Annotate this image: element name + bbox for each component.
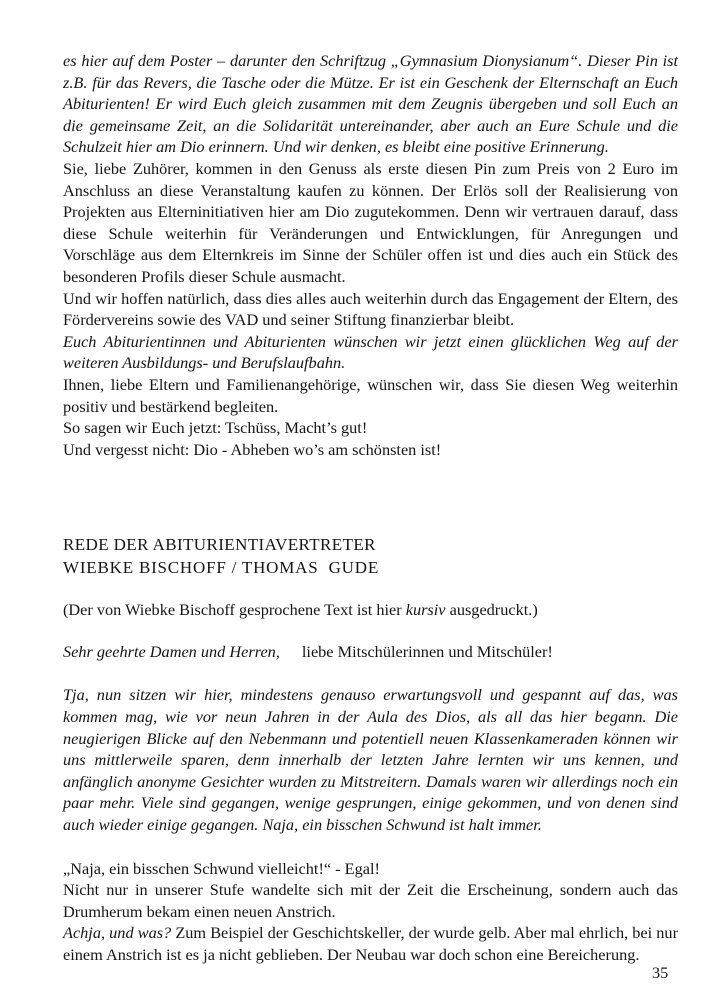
intro-paragraph-5: Ihnen, liebe Eltern und Familienangehörige, wünschen wir, dass Sie diesen Weg weiterhin positiv und bestärkend begleiten. [63,374,678,416]
speaker-note-before: (Der von Wiebke Bischoff gesprochene Text ist hier [63,600,406,620]
intro-paragraph-1: es hier auf dem Poster – darunter den Schriftzug „Gymnasium Dionysianum“. Dieser Pin ist z.B. für das Revers, die Tasche oder die Mütze. Er ist ein Geschenk der Elternschaft an Euch Abiturienten! Er wird Euch gleich zusammen mit dem Zeugnis übergeben und soll Euch an die gemeinsame Zeit, an die Solidarität untereinander, aber auch an Eure Schule und die Schulzeit hier am Dio erinnern. Und wir denken, es bleibt eine positive Erinnerung. [63,51,678,157]
intro-paragraph-2: Sie, liebe Zuhörer, kommen in den Genuss als erste diesen Pin zum Preis von 2 Euro im Anschluss an diese Veranstaltung kaufen zu können. Der Erlös soll der Realisierung von Projekten aus Elterninitiativen hier am Dio zugutekommen. Denn wir vertrauen darauf, dass diese Schule weiterhin für Veränderungen und Entwicklungen, für Anregungen und Vorschläge aus dem Elternkreis im Sinne der Schüler offen ist und dies auch ein Stück des besonderen Profils dieser Schule ausmacht. [63,158,678,286]
intro-paragraph-6: So sagen wir Euch jetzt: Tschüss, Macht’s gut! [63,418,368,438]
section-heading [63,533,678,579]
speaker-note-after: ausgedruckt.) [445,600,538,620]
greeting [63,641,678,663]
speech-paragraph-3-normal: Zum Beispiel der Geschichtskeller, der wurde gelb. Aber mal ehrlich, bei nur einem Anstrich ist es ja nicht geblieben. Der Neubau war doch schon eine Bereicherung. [63,923,678,964]
intro-paragraph-4: Euch Abiturientinnen und Abiturienten wünschen wir jetzt einen glücklichen Weg auf der weiteren Ausbildungs- und Berufslaufbahn. [63,331,678,373]
speaker-note [63,599,678,621]
section-heading-line-1: REDE DER ABITURIENTIAVERTRETER [63,535,376,555]
intro-paragraph-3: Und wir hoffen natürlich, dass dies alles auch weiterhin durch das Engagement der Eltern, des Fördervereins sowie des VAD und seiner Stiftung finanzierbar bleibt. [63,288,678,330]
speaker-note-italic: kursiv [405,600,446,620]
speech-paragraph-2: Nicht nur in unserer Stufe wandelte sich mit der Zeit die Erscheinung, sondern auch das Drumherum bekam einen neuen Anstrich. [63,880,678,921]
speech-quote: „Naja, ein bisschen Schwund vielleicht!“ - Egal! [63,858,380,878]
section-heading-speakers: WIEBKE BISCHOFF / THOMAS GUDE [63,558,380,578]
greeting-normal: liebe Mitschülerinnen und Mitschüler! [301,641,553,661]
speech-paragraph-1: Tja, nun sitzen wir hier, mindestens genauso erwartungsvoll und gespannt auf das, was kommen mag, wie vor neun Jahren in der Aula des Dios, als all das hier begann. Die neugierigen Blicke auf den Nebenmann und potentiell neuen Klassenkameraden können wir uns mittlerweile sparen, denn innerhalb der letzten Jahre lernten wir uns kennen, und anfänglich anonyme Gesichter wurden zu Mitstreitern. Damals waren wir allerdings noch ein paar mehr. Viele sind gegangen, wenige gesprungen, einige gekommen, und von denen sind auch wieder einige gegangen. Naja, ein bisschen Schwund ist halt immer. [63,685,678,835]
page-content [63,50,678,966]
page-number: 35 [652,963,669,982]
intro-paragraph-7: Und vergesst nicht: Dio - Abheben wo’s am schönsten ist! [63,439,442,459]
greeting-italic: Sehr geehrte Damen und Herren, [63,641,280,661]
speech-paragraph-3 [63,922,678,965]
speech-paragraph-3-italic: Achja, und was? [63,923,172,943]
